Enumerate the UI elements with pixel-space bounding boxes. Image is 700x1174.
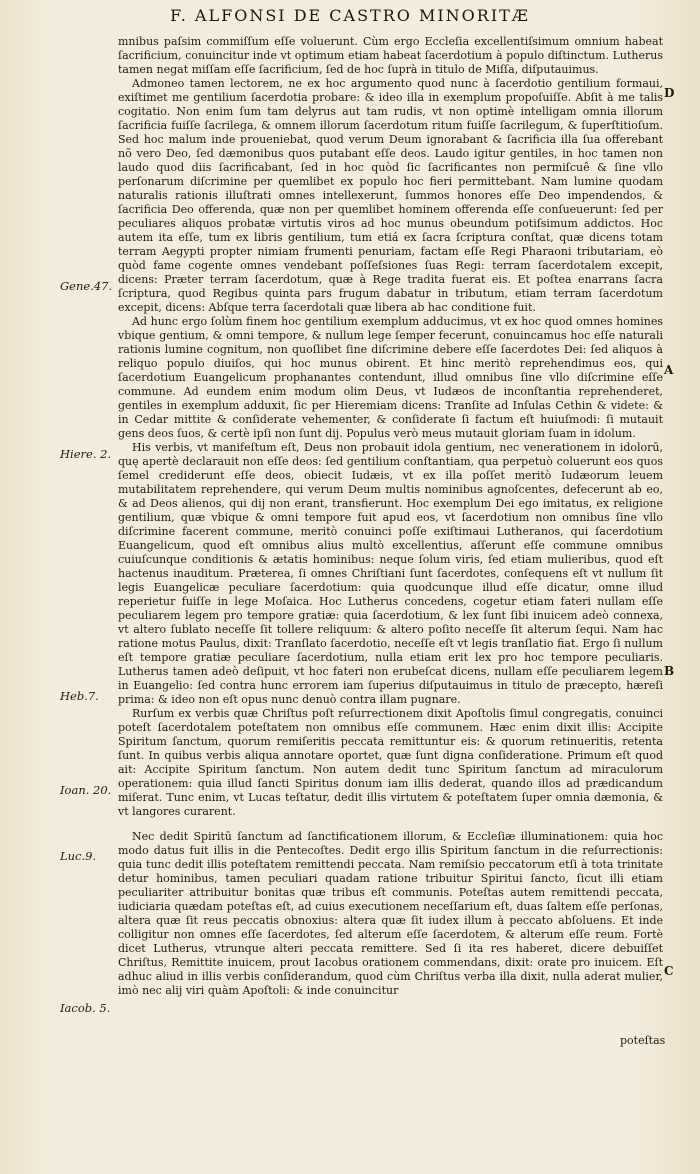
paragraph: Nec dedit Spiritū ſanctum ad ſanctificationem illorum, & Eccleſiæ illuminationem: quia hoc modo datus fuit illis in die Pentecoſtes. Dedit ergo illis Spiritum ſanctum in die reſurrectionis: quia tunc dedit illis poteſtatem remittendi peccata. Nam remiſsio peccatorum etſi à tota trinitate detur hominibus, tamen peculiari quadam ratione tribuitur Spiritui ſancto, ſicut illi etiam peculiariter attribuitur bonitas quæ tribus eſt communis. Poteſtas autem remittendi peccata, iudiciaria quædam poteſtas eſt, ad cuius executionem neceſſarium eſt, duas ſaltem eſſe perſonas, altera quæ ſit reus peccatis obnoxius: altera quæ ſit iudex illum à peccato abſoluens. Et inde colligitur non omnes eſſe ſacerdotes, ſed alterum eſſe ſacerdotem, & alterum eſſe reum. Fortè dicet Lutherus, vtrunque alteri peccata remittere. Sed ſi ita res haberet, dicere debuiſſet Chriſtus, Remittite inuicem, prout Iacobus orationem commendans, dixit: orate pro inuicem. Eſt adhuc aliud in illis verbis conſiderandum, quod cùm Chriſtus verba illa dixit, nulla aderat mulier, imò nec alij viri quàm Apoſtoli: & inde conuincitur — [118, 830, 663, 997]
marginal-note: Hiere. 2. — [60, 447, 112, 461]
marginal-note: Ioan. 20. — [60, 783, 112, 797]
section-letter: D — [664, 86, 675, 100]
marginal-note: Gene.47. — [60, 279, 113, 293]
marginal-note: Luc.9. — [60, 849, 97, 863]
catchword: poteſtas — [620, 1034, 666, 1047]
marginal-note: Iacob. 5. — [60, 1001, 111, 1015]
section-letter: A — [664, 363, 674, 377]
marginal-note: Heb.7. — [60, 689, 99, 703]
main-text-block — [118, 35, 663, 998]
paragraph: Rurſum ex verbis quæ Chriſtus poſt reſurrectionem dixit Apoſtolis ſimul congregatis, conuinci poteſt ſacerdotalem poteſtatem non omnibus eſſe communem. Hæc enim dixit illis: Accipite Spiritum ſanctum, quorum remiſeritis peccata remittuntur eis: & quorum retinueritis, retenta ſunt. In quibus verbis aliqua annotare oportet, quæ ſunt digna conſideratione. Primum eſt quod ait: Accipite Spiritum ſanctum. Non autem dedit tunc Spiritum ſanctum ad miraculorum operationem: quia illud ſancti Spiritus donum iam illis dederat, quando illos ad prædicandum miſerat. Tunc enim, vt Lucas teſtatur, dedit illis virtutem & poteſtatem ſuper omnia dæmonia, & vt langores curarent. — [118, 707, 663, 818]
paragraph: His verbis, vt manifeſtum eſt, Deus non probauit idola gentium, nec venerationem in idolorū, quę apertè declarauit non eſſe deos: ſed gentilium conſtantiam, qua perpetuò coluerunt eos quos ſemel crediderunt eſſe deos, obiecit Iudæis, vt ex illa poſſet meritò Iudæorum leuem mutabilitatem reprehendere, qui verum Deum multis nominibus agnoſcentes, defecerunt ab eo, & ad Deos alienos, qui dij non erant, transfierunt. Hoc exemplum Dei ego imitatus, ex religione gentilium, quæ vbique & omni tempore fuit apud eos, vt ſacerdotium non omnibus ſine vllo diſcrimine facerent commune, meritò conuinci poſſe exiſtimaui Lutheranos, qui ſacerdotium Euangelicum, quod eſt omnibus alius multò excellentius, aſſerunt eſſe commune omnibus cuiuſcunque conditionis & ætatis hominibus: neque ſolum viris, ſed etiam mulieribus, quod eſt hactenus inauditum. Præterea, ſi omnes Chriſtiani ſunt ſacerdotes, conſequens eſt vt nullum ſit legis Euangelicæ peculiare ſacerdotium: quia quodcunque illud eſſe dicatur, omne illud reperietur fuiſſe in lege Moſaica. Hoc Lutherus concedens, cogetur etiam fateri nullam eſſe peculiarem legem pro tempore gratiæ: quia ſacerdotium, & lex ſunt ſibi inuicem adeò connexa, vt altero ſublato neceſſe ſit tollere reliquum: & altero poſito neceſſe ſit alterum ſequi. Nam hac ratione motus Paulus, dixit: Tranſlato ſacerdotio, neceſſe eſt vt legis tranſlatio fiat. Ergo ſi nullum eſt tempore gratiæ peculiare ſacerdotium, nulla etiam erit lex pro hoc tempore peculiaris. Lutherus tamen adeò deſipuit, vt hoc fateri non erubeſcat dicens, nullam eſſe peculiarem legem in Euangelio: ſed contra hunc errorem iam ſuperius diſputauimus in titulo de præcepto, hæreſi prima: & ideo non eſt opus nunc denuò contra illam pugnare. — [118, 441, 663, 706]
running-head: F. ALFONSI DE CASTRO MINORITÆ — [170, 6, 530, 25]
paragraph: Ad hunc ergo ſolùm finem hoc gentilium exemplum adducimus, vt ex hoc quod omnes homines vbique gentium, & omni tempore, & nullum lege ſemper fecerunt, conuincamus hoc eſſe naturali rationis lumine cognitum, non quoſlibet ſine diſcrimine debere eſſe ſacerdotes Dei: ſed aliquos à reliquo populo diuiſos, qui hoc munus obirent. Et hinc meritò reprehendimus eos, qui ſacerdotium Euangelicum prophanantes contendunt, illud omnibus ſine vllo diſcrimine eſſe commune. Ad eundem enim modum olim Deus, vt Iudæos de inconſtantia reprehenderet, gentiles in exemplum adduxit, ſic per Hieremiam dicens: Tranſite ad Inſulas Cethin & videte: & in Cedar mittite & conſiderate vehementer, & conſiderate ſi factum eſt huiuſmodi: ſi mutauit gens deos ſuos, & certè ipſi non ſunt dij. Populus verò meus mutauit gloriam ſuam in idolum. — [118, 315, 663, 440]
section-letter: C — [664, 964, 674, 978]
paragraph: mnibus paſsim commiſſum eſſe voluerunt. Cùm ergo Eccleſia excellentiſsimum omnium habeat ſacrificium, conuincitur inde vt optimum etiam habeat ſacerdotium à populo diſtinctum. Lutherus tamen negat miſſam eſſe ſacrificium, ſed de hoc ſuprà in titulo de Miſſa, diſputauimus. — [118, 35, 663, 76]
paragraph: Admoneo tamen lectorem, ne ex hoc argumento quod nunc à ſacerdotio gentilium formaui, exiſtimet me gentilium ſacerdotia probare: & ideo illa in exemplum propoſuiſſe. Abſit à me talis cogitatio. Non enim ſum tam delyrus aut tam rudis, vt non optimè intelligam omnia illorum ſacrificia fuiſſe ſacrilega, & omnem illorum ſacerdotum ritum fuiſſe ſacrilegum, & ſuperſtitioſum. Sed hoc malum inde proueniebat, quod verum Deum ignorabant & ſacrificia illa ſua offerebant nõ vero Deo, ſed dæmonibus quos putabant eſſe deos. Laudo igitur gentiles, in hoc tamen non laudo quod diis ſacrificabant, ſed in hoc quòd ſic ſacrificantes non permiſcuê & ſine vllo perſonarum diſcrimine per quemlibet ex populo hoc fieri permittebant. Nam lumine quodam naturalis rationis illuſtrati omnes intellexerunt, ſummos honores eſſe Deo impendendos, & ſacrificia Deo offerenda, quæ non per quemlibet hominem offerenda eſſe conſueuerunt: ſed per peculiares aliquos probatæ virtutis viros ad hoc munus obeundum potiſsimum addictos. Hoc autem ita eſſe, tum ex libris gentilium, tum etiá ex ſacra ſcriptura conſtat, quæ dicens totam terram Aegypti propter nimiam frumenti penuriam, factam eſſe Regi Pharaoni tributariam, eò quòd fame cogente omnes vendebant poſſeſsiones ſuas Regi: terram ſacerdotalem excepit, dicens: Præter terram ſacerdotum, quæ à Rege tradita fuerat eis. Et poſtea enarrans ſacra ſcriptura, quod Regibus quinta pars frugum dabatur in tributum, etiam terram ſacerdotum excepit, dicens: Abſque terra ſacerdotali quæ libera ab hac conditione fuit. — [118, 77, 663, 314]
section-letter: B — [664, 664, 675, 678]
